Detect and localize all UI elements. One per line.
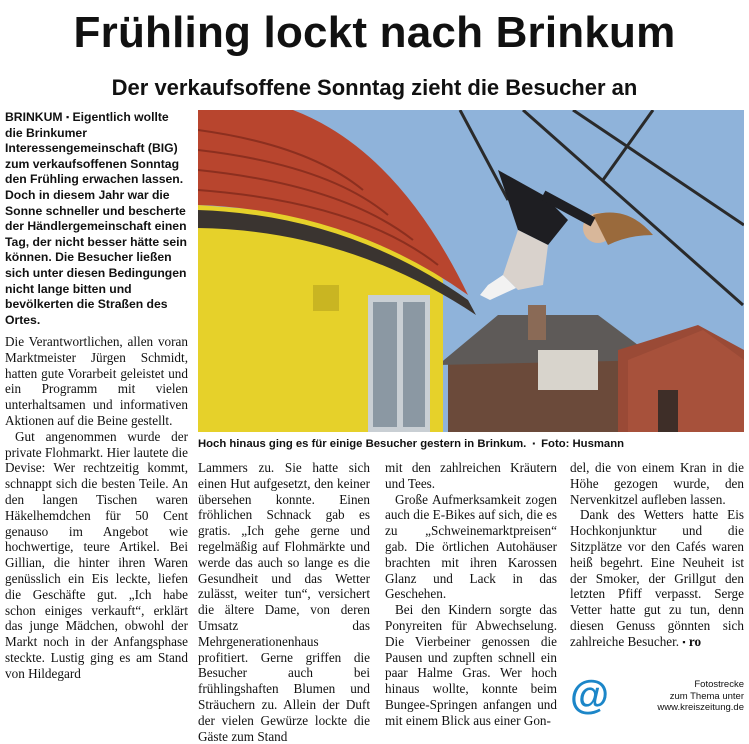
- headline: Frühling lockt nach Brinkum: [73, 8, 676, 57]
- promo-url-link[interactable]: www.kreiszeitung.de: [657, 702, 744, 713]
- author-marker: ▪: [682, 636, 686, 647]
- promo-line-1: Fotostrecke: [694, 679, 744, 690]
- paragraph: Gut angenommen wurde der private Flohmarkt. Hier lautete die Devise: Wer rechtzeitig kommt, schnappt sich die besten Teile. An den langen Tischen waren Häkelhemdchen für 50 Cent genauso im Angebot wie hochwertige, teure Artikel. Bei Gillian, die hinter ihren Waren genüsslich ein Eis leckte, liefen die Geschäfte gut. „Ich habe schon einiges verkauft“, erklärt das junge Mädchen, obwohl der Markt noch in der Anfangsphase steckte. Lustig ging es am Stand von Hildegard: [5, 428, 188, 681]
- caption-text: Hoch hinaus ging es für einige Besucher gestern in Brinkum.: [198, 438, 527, 450]
- caption-marker: ▪: [532, 439, 536, 448]
- article-column-3: [385, 460, 557, 729]
- paragraph: Die Verantwortlichen, allen voran Marktmeister Jürgen Schmidt, hatten gute Vorarbeit geleistet und ein Programm mit vielen unterhaltsamen und informativen Aktionen auf die Beine gestellt.: [5, 334, 188, 428]
- article-column-1: [5, 334, 188, 682]
- subheadline: Der verkaufsoffene Sonntag zieht die Besucher an: [111, 75, 638, 100]
- at-icon: @: [570, 673, 610, 717]
- dateline-marker: ▪: [65, 112, 70, 122]
- lead-paragraph: [5, 110, 188, 328]
- author-initials: ro: [688, 633, 702, 649]
- photo-gallery-promo[interactable]: [570, 673, 744, 717]
- photo-credit: Foto: Husmann: [541, 438, 624, 450]
- article-column-4: [570, 460, 744, 651]
- paragraph: Große Aufmerksamkeit zogen auch die E-Bikes auf sich, die es zu „Schweinemarktpreisen“ gab. Die örtlichen Autohäuser brachten mit ihren Karossen Glanz und Lack in das Geschehen.: [385, 491, 557, 602]
- paragraph: [570, 507, 744, 650]
- article-photo: [198, 110, 744, 432]
- photo-caption: [198, 437, 744, 451]
- bungee-jumper-photo-illustration: [198, 110, 744, 432]
- paragraph: mit den zahlreichen Kräutern und Tees.: [385, 460, 557, 491]
- lead-text: Eigentlich wollte die Brinkumer Interessengemeinschaft (BIG) zum verkaufsoffenen Sonntag den Frühling erwachen lassen. Doch in diesem Jahr war die Sonne schneller und bescherte der Händlergemeinschaft einen Tag, der nicht besser hätte sein können. Die Besucher ließen sich unter diesen Bedingungen nicht lange bitten und bevölkerten die Straßen des Ortes.: [5, 110, 187, 327]
- paragraph-text: Dank des Wetters hatte Eis Hochkonjunktur und die Sitzplätze vor den Cafés waren heiß begehrt. Eine Neuheit ist der Smoker, der Grillgut den letzten Pfiff verpasst. Serge Vetter hatte gut zu tun, denn diesen Genuss gönnten sich zahlreiche Besucher.: [570, 507, 744, 649]
- article-column-2: [198, 460, 370, 744]
- paragraph: del, die von einem Kran in die Höhe gezogen wurde, den Nervenkitzel aufleben lassen.: [570, 460, 744, 507]
- paragraph: Lammers zu. Sie hatte sich einen Hut aufgesetzt, den keiner übersehen konnte. Einen fröhlichen Schnack gab es gratis. „Ich gehe gerne und regelmäßig auf Flohmärkte und werde das auch so lange es die Gesundheit und das Wetter zulässt, weiter tun“, versichert die ältere Dame, von deren Umsatz das Mehrgenerationenhaus profitiert. Gerne griffen die Besucher auch bei frühlingshaften Blumen und Sträuchern zu. Allein der Duft der vielen Gewürze lockte die Gäste zum Stand: [198, 460, 370, 744]
- promo-line-2: zum Thema unter: [669, 690, 744, 702]
- promo-text: [657, 679, 744, 714]
- dateline-location: BRINKUM: [5, 110, 63, 124]
- paragraph: Bei den Kindern sorgte das Ponyreiten für Abwechselung. Die Vierbeiner genossen die Pausen und zupften schnell ein paar Halme Gras. Wer hoch hinaus wollte, konnte beim Bungee-Springen anfangen und mit einem Blick aus einer Gon-: [385, 602, 557, 728]
